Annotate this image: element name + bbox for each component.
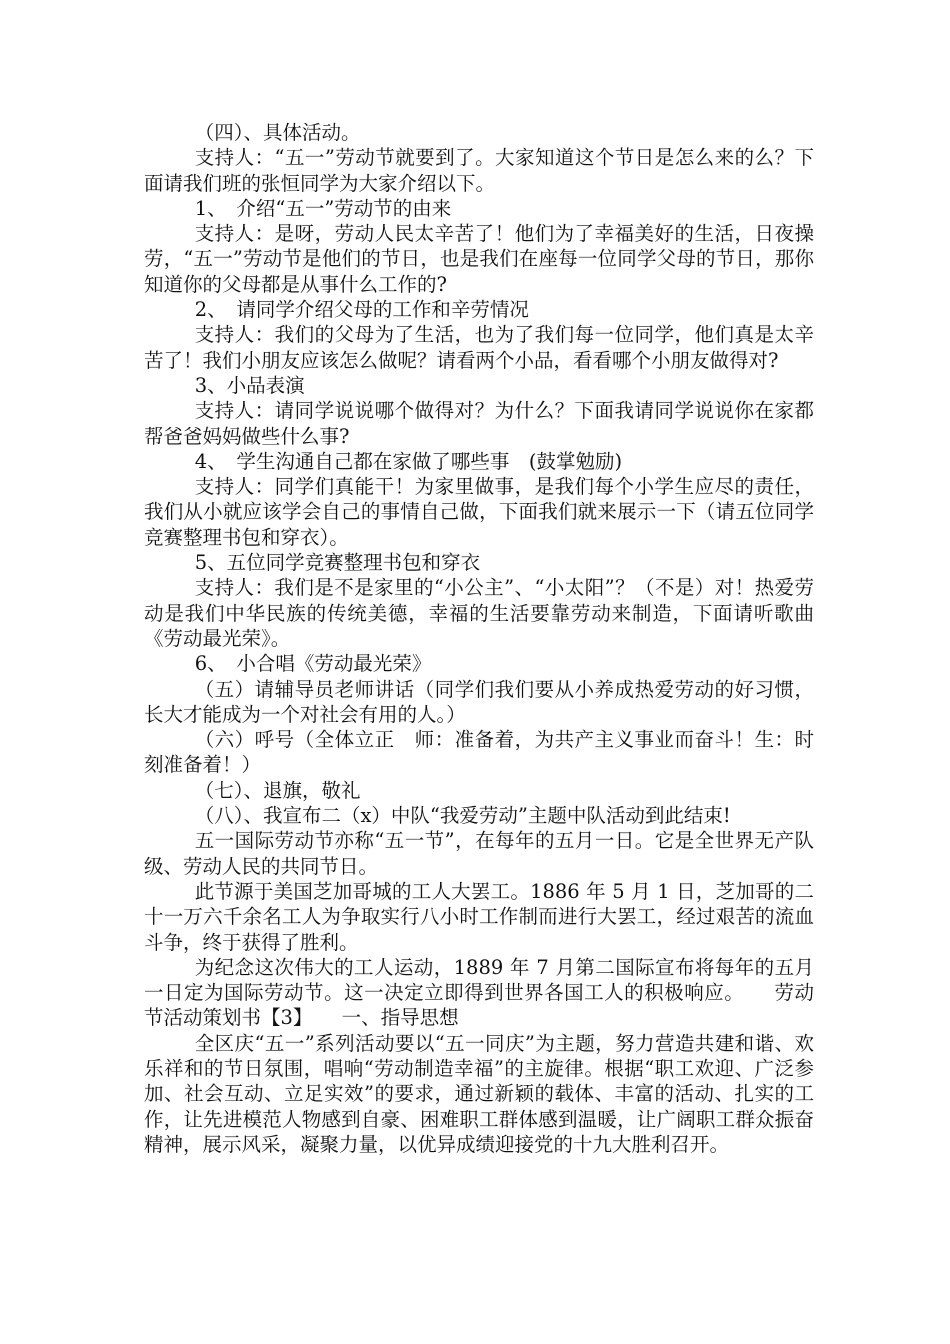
paragraph: 1、 介绍“五一”劳动节的由来 [194, 196, 452, 220]
paragraph: 五一国际劳动节亦称“五一节”，在每年的五月一日。它是全世界无产队级、劳动人民的共同节日。 [144, 829, 814, 878]
paragraph: 2、 请同学介绍父母的工作和辛劳情况 [194, 298, 529, 322]
paragraph: 3、小品表演 [194, 373, 305, 397]
paragraph: 支持人：请同学说说哪个做得对？为什么？下面我请同学说说你在家都帮爸爸妈妈做些什么事? [144, 399, 814, 448]
paragraph: （五）请辅导员老师讲话（同学们我们要从小养成热爱劳动的好习惯，长大才能成为一个对社会有用的人。） [144, 677, 814, 726]
paragraph: 支持人：是呀，劳动人民太辛苦了！他们为了幸福美好的生活，日夜操劳，“五一”劳动节是他们的节日，也是我们在座每一位同学父母的节日，那你知道你的父母都是从事什么工作的? [144, 222, 814, 296]
paragraph: 为纪念这次伟大的工人运动，1889 年 7 月第二国际宣布将每年的五月一日定为国际劳动节。这一决定立即得到世界各国工人的积极响应。 劳动节活动策划书【3】 一、指导思想 [144, 955, 814, 1030]
paragraph: 支持人：我们的父母为了生活，也为了我们每一位同学，他们真是太辛苦了！我们小朋友应该怎么做呢？请看两个小品，看看哪个小朋友做得对? [144, 323, 814, 372]
paragraph: （八）、我宣布二（x）中队“我爱劳动”主题中队活动到此结束! [194, 804, 731, 828]
paragraph: 6、 小合唱《劳动最光荣》 [194, 652, 432, 676]
paragraph: （七）、退旗，敬礼 [194, 778, 361, 802]
paragraph: 此节源于美国芝加哥城的工人大罢工。1886 年 5 月 1 日，芝加哥的二十一万六千余名工人为争取实行八小时工作制而进行大罢工，经过艰苦的流血斗争，终于获得了胜利。 [144, 879, 814, 954]
paragraph: 支持人：同学们真能干！为家里做事，是我们每个小学生应尽的责任，我们从小就应该学会自己的事情自己做，下面我们就来展示一下（请五位同学竞赛整理书包和穿衣）。 [144, 475, 814, 549]
paragraph: 全区庆“五一”系列活动要以“五一同庆”为主题，努力营造共建和谐、欢乐祥和的节日氛围，唱响“劳动制造幸福”的主旋律。根据“职工欢迎、广泛参加、社会互动、立足实效”的要求，通过新颖的载体、丰富的活动、扎实的工作，让先进模范人物感到自豪、困难职工群体感到温暖，让广阔职工群众振奋精神，展示风采，凝聚力量，以优异成绩迎接党的十九大胜利召开。 [144, 1031, 814, 1156]
paragraph: （六）呼号（全体立正 师：准备着，为共产主义事业而奋斗！生：时刻准备着！） [144, 728, 814, 777]
document-body [144, 120, 814, 1157]
paragraph: 4、 学生沟通自己都在家做了哪些事 (鼓掌勉励) [194, 449, 623, 473]
paragraph: （四）、具体活动。 [194, 121, 361, 144]
paragraph: 支持人：我们是不是家里的“小公主”、“小太阳”？（不是）对！热爱劳动是我们中华民族的传统美德，幸福的生活要靠劳动来制造，下面请听歌曲《劳动最光荣》。 [144, 576, 814, 650]
paragraph: 支持人：“五一”劳动节就要到了。大家知道这个节日是怎么来的么？下面请我们班的张恒同学为大家介绍以下。 [144, 146, 814, 195]
paragraph: 5、五位同学竞赛整理书包和穿衣 [194, 551, 481, 575]
